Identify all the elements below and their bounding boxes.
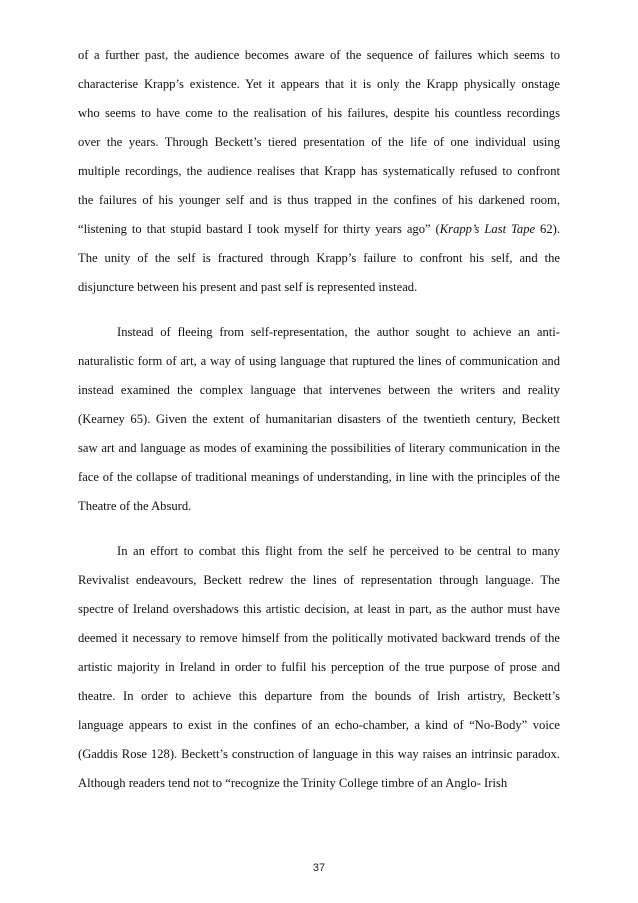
text-line: In an effort to combat this flight from the self he perceived to be central to many xyxy=(117,544,560,558)
text-line: Instead of fleeing from self-representation, the author sought to achieve an anti- xyxy=(117,325,560,339)
italic-title: Krapp’s Last Tape xyxy=(439,222,536,236)
text-line: face of the collapse of traditional meanings of understanding, in line with the principles of the xyxy=(78,470,560,484)
text-line: of a further past, the audience becomes aware of the sequence of failures which seems to xyxy=(78,48,560,62)
text-line: deemed it necessary to remove himself from the politically motivated backward trends of the xyxy=(78,631,560,645)
text-run: “listening to that stupid bastard I took myself for thirty years ago” ( xyxy=(78,222,440,236)
text-line: Although readers tend not to “recognize the Trinity College timbre of an Anglo- Irish xyxy=(78,776,508,790)
text-line: Revivalist endeavours, Beckett redrew the lines of representation through language. The xyxy=(78,573,560,587)
text-line: naturalistic form of art, a way of using language that ruptured the lines of communication and xyxy=(78,354,560,368)
text-line: The unity of the self is fractured through Krapp’s failure to confront his self, and the xyxy=(78,251,560,265)
text-run: 62). xyxy=(535,222,560,236)
text-line: instead examined the complex language that intervenes between the writers and reality xyxy=(78,383,560,397)
text-line: language appears to exist in the confines of an echo-chamber, a kind of “No-Body” voice xyxy=(78,718,560,732)
text-line: disjuncture between his present and past self is represented instead. xyxy=(78,280,418,294)
text-line: over the years. Through Beckett’s tiered presentation of the life of one individual using xyxy=(78,135,560,149)
text-line: spectre of Ireland overshadows this artistic decision, at least in part, as the author must have xyxy=(78,602,560,616)
text-line: characterise Krapp’s existence. Yet it appears that it is only the Krapp physically onstage xyxy=(78,77,560,91)
text-line xyxy=(78,221,560,237)
text-line: (Gaddis Rose 128). Beckett’s construction of language in this way raises an intrinsic paradox. xyxy=(78,747,560,761)
text-line: who seems to have come to the realisation of his failures, despite his countless recordings xyxy=(78,106,560,120)
text-line: artistic majority in Ireland in order to fulfil his perception of the true purpose of prose and xyxy=(78,660,560,674)
text-line: theatre. In order to achieve this departure from the bounds of Irish artistry, Beckett’s xyxy=(78,689,560,703)
text-line: saw art and language as modes of examining the possibilities of literary communication in the xyxy=(78,441,560,455)
text-line: Theatre of the Absurd. xyxy=(78,499,192,513)
text-line: (Kearney 65). Given the extent of humanitarian disasters of the twentieth century, Beckett xyxy=(78,412,560,426)
text-line: the failures of his younger self and is thus trapped in the confines of his darkened room, xyxy=(78,193,560,207)
page-number: 37 xyxy=(312,862,326,874)
text-line: multiple recordings, the audience realises that Krapp has systematically refused to confront xyxy=(78,164,560,178)
